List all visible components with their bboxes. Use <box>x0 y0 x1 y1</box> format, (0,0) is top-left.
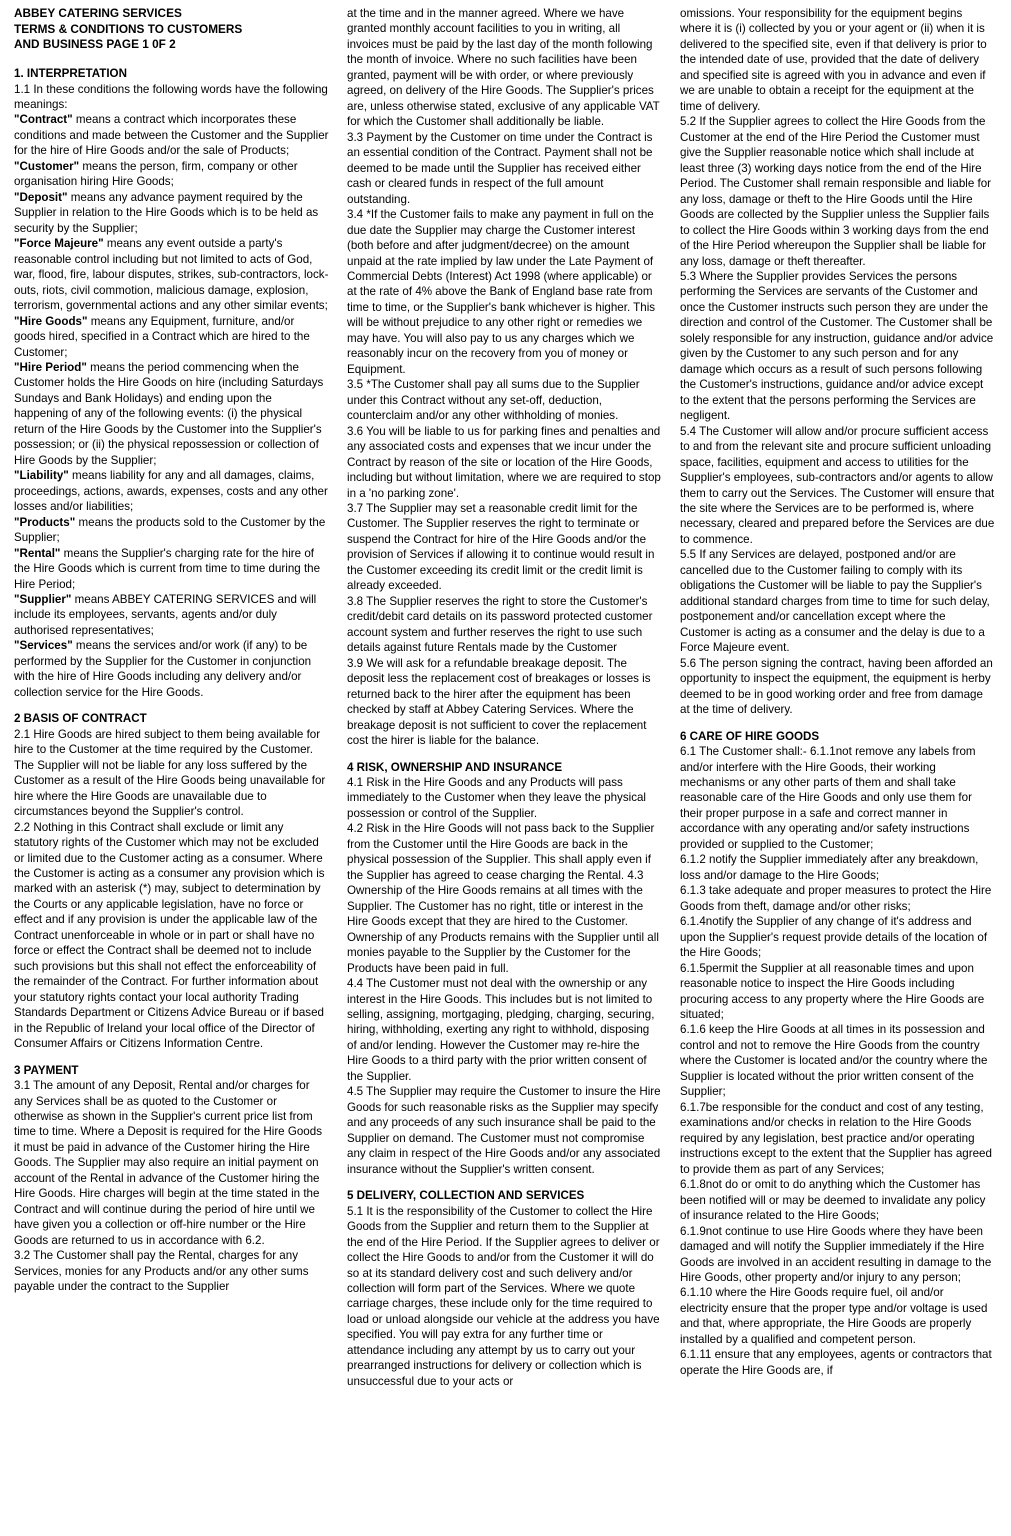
clause-paragraph: 3.9 We will ask for a refundable breakage deposit. The deposit less the replacement cost of breakages or losses is returned back to the hirer after the equipment has been checked by staff at Abbey Catering Services. Where the breakage deposit is not sufficient to cover the replacement cost the hirer is liable for the balance. <box>347 656 651 748</box>
column-2-body <box>347 6 662 1389</box>
definition-text: means liability for any and all damages, claims, proceedings, actions, awards, expenses, costs and any other losses and/or liabilities; <box>14 469 328 514</box>
section-heading: 4 RISK, OWNERSHIP AND INSURANCE <box>347 760 563 774</box>
clause-paragraph: 6.1.11 ensure that any employees, agents or contractors that operate the Hire Goods are, if <box>680 1348 992 1377</box>
clause-paragraph <box>14 190 329 236</box>
definition-text: means the services and/or work (if any) to be performed by the Supplier for the Customer in conjunction with the hire of Hire Goods including any delivery and/or collection service for the Hire Goods. <box>14 639 312 699</box>
header-line-3: AND BUSINESS PAGE 1 0F 2 <box>14 37 176 52</box>
section-heading: 6 CARE OF HIRE GOODS <box>680 729 820 743</box>
clause-paragraph: 4.4 The Customer must not deal with the ownership or any interest in the Hire Goods. This includes but is not limited to selling, assigning, mortgaging, pledging, charging, securing, hiring, withholding, exerting any right to withhold, disposing of and/or lending. However the Customer may re-hire the Hire Goods to a third party with the prior written consent of the Supplier. <box>347 977 655 1083</box>
defined-term: "Services" <box>14 639 73 653</box>
section-heading: 1. INTERPRETATION <box>14 67 127 81</box>
clause-paragraph: 6.1.6 keep the Hire Goods at all times in its possession and control and not to remove the Hire Goods from the country where the Customer is located and/or the country where the Supplier is located without the prior written consent of the Supplier; <box>680 1023 988 1099</box>
clause-paragraph: 3.2 The Customer shall pay the Rental, charges for any Services, monies for any Products and/or any other sums payable under the contract to the Supplier <box>14 1249 309 1294</box>
defined-term: "Customer" <box>14 159 80 173</box>
clause-paragraph: 6.1.3 take adequate and proper measures to protect the Hire Goods from theft, damage and/or other risks; <box>680 884 992 913</box>
clause-paragraph: 6.1.7be responsible for the conduct and cost of any testing, examinations and/or checks in relation to the Hire Goods required by any legislation, best practice and/or operating instructions except to the extent that the Supplier has agreed to provide them as part of any Services; <box>680 1100 992 1176</box>
clause-paragraph: 6.1.2 notify the Supplier immediately after any breakdown, loss and/or damage to the Hire Goods; <box>680 853 979 882</box>
defined-term: "Rental" <box>14 546 61 560</box>
column-1 <box>14 6 347 1295</box>
defined-term: "Contract" <box>14 113 73 127</box>
clause-paragraph: 3.5 *The Customer shall pay all sums due to the Supplier under this Contract without any set-off, deduction, counterclaim and/or any other withholding of monies. <box>347 378 640 423</box>
defined-term: "Deposit" <box>14 190 68 204</box>
clause-paragraph <box>14 546 329 592</box>
clause-paragraph <box>14 360 329 468</box>
column-3 <box>680 6 995 1378</box>
clause-paragraph: omissions. Your responsibility for the equipment begins where it is (i) collected by you or your agent or (ii) when it is delivered to the specified site, even if that delivery is prior to the intended date of use, provided that the date of delivery and specified site is agreed with you in advance and even if we are unable to obtain a receipt for the equipment at the time of delivery. <box>680 7 987 113</box>
clause-paragraph <box>14 638 329 700</box>
header-line-1: ABBEY CATERING SERVICES <box>14 6 182 20</box>
clause-paragraph: 1.1 In these conditions the following words have the following meanings: <box>14 82 328 111</box>
defined-term: "Products" <box>14 515 76 529</box>
clause-paragraph: 5.5 If any Services are delayed, postponed and/or are cancelled due to the Customer failing to comply with its obligations the Customer will be liable to pay the Supplier's additional standard charges from time to time for such delay, postponement and/or cancellation except where the Customer is acting as a consumer and the delay is due to a Force Majeure event. <box>680 548 990 655</box>
defined-term: "Hire Period" <box>14 360 87 374</box>
clause-paragraph: 5.6 The person signing the contract, having been afforded an opportunity to inspect the equipment, the equipment is herby deemed to be in good working order and free from damage at the time of delivery. <box>680 656 993 717</box>
column-3-body <box>680 6 995 1378</box>
clause-paragraph: 6.1.5permit the Supplier at all reasonable times and upon reasonable notice to inspect the Hire Goods including procuring access to any property where the Hire Goods are situated; <box>680 961 985 1021</box>
column-1-body <box>14 66 329 1295</box>
definition-text: means any event outside a party's reasonable control including but not limited to acts of God, war, flood, fire, labour disputes, strikes, sub-contractors, lock-outs, riots, civil commotion, malicious damage, explosion, terrorism, governmental actions and any other similar events; <box>14 237 329 313</box>
clause-paragraph <box>14 112 329 158</box>
section-heading: 2 BASIS OF CONTRACT <box>14 712 147 726</box>
clause-paragraph <box>14 314 329 360</box>
definition-text: means the person, firm, company or other organisation hiring Hire Goods; <box>14 159 298 189</box>
clause-paragraph: 4.5 The Supplier may require the Customer to insure the Hire Goods for such reasonable risks as the Supplier may specify and any proceeds of any such insurance shall be paid to the Supplier on demand. The Customer must not compromise any claim in respect of the Hire Goods and/or any associated insurance without the Supplier's written consent. <box>347 1085 661 1176</box>
definition-text: means any Equipment, furniture, and/or goods hired, specified in a Contract which are hired to the Customer; <box>14 314 310 359</box>
clause-paragraph <box>14 515 329 546</box>
definition-text: means ABBEY CATERING SERVICES and will include its employees, servants, agents and/or duly authorised representatives; <box>14 593 317 637</box>
clause-paragraph: 3.6 You will be liable to us for parking fines and penalties and any associated costs and expenses that we incur under the Contract by reason of the site or location of the Hire Goods, including but without limitation, where we are required to stop in a 'no parking zone'. <box>347 424 661 500</box>
clause-paragraph: 2.1 Hire Goods are hired subject to them being available for hire to the Customer at the time required by the Customer. The Supplier will not be liable for any loss suffered by the Customer as a result of the Hire Goods being unavailable for hire where the Hire Goods are unavailable due to circumstances beyond the Supplier's control. <box>14 727 326 819</box>
clause-paragraph: 6.1.8not do or omit to do anything which the Customer has been notified will or may be deemed to invalidate any policy of insurance related to the Hire Goods; <box>680 1178 986 1223</box>
definition-text: means the Supplier's charging rate for the hire of the Hire Goods which is current from time to time during the Hire Period; <box>14 546 321 591</box>
definition-text: means any advance payment required by the Supplier in relation to the Hire Goods which is to be held as security by the Supplier; <box>14 190 319 235</box>
definition-text: means a contract which incorporates these conditions and made between the Customer and the Supplier for the hire of Hire Goods and/or the sale of Products; <box>14 113 329 158</box>
section-heading: 3 PAYMENT <box>14 1063 79 1077</box>
definition-text: means the products sold to the Customer by the Supplier; <box>14 515 326 545</box>
header-line-2: TERMS & CONDITIONS TO CUSTOMERS <box>14 21 243 36</box>
clause-paragraph: 3.4 *If the Customer fails to make any payment in full on the due date the Supplier may charge the Customer interest (both before and after judgment/decree) on the amount unpaid at the rate implied by law under the Late Payment of Commercial Debts (Interest) Act 1998 (where applicable) or at the rate of 4% above the Bank of England base rate from time to time, or the Supplier's bank whichever is higher. This will be without prejudice to any other right or remedies we may have. You will also pay to us any charges which we reasonably incur on the recovery from you of money or Equipment. <box>347 208 656 376</box>
defined-term: "Force Majeure" <box>14 237 104 251</box>
clause-paragraph <box>14 159 329 190</box>
clause-paragraph <box>14 468 329 514</box>
defined-term: "Liability" <box>14 469 69 483</box>
definition-text: means the period commencing when the Customer holds the Hire Goods on hire (including Saturdays Sundays and Bank Holidays) and ending upon the happening of any of the following events: (i) the physical return of the Hire Goods by the Customer into the Supplier's possession; or (ii) the physical repossession or collection of Hire Goods by the Supplier; <box>14 360 324 467</box>
clause-paragraph: 3.1 The amount of any Deposit, Rental and/or charges for any Services shall be as quoted to the Customer or otherwise as shown in the Supplier's current price list from time to time. Where a Deposit is required for the Hire Goods it must be paid in advance of the Customer hiring the Hire Goods. The Supplier may also require an initial payment on account of the Rental in advance of the Customer hiring the Hire Goods. Hire charges will begin at the time stated in the Contract and will continue during the period of hire until we have given you a collection or off-hire number or the Hire Goods are returned to us in accordance with 6.2. <box>14 1079 323 1247</box>
clause-paragraph: 6.1.9not continue to use Hire Goods where they have been damaged and will notify the Supplier immediately if the Hire Goods are involved in an accident resulting in damage to the Hire Goods, other property and/or injury to any person; 6.1.10 where the Hire Goods require fuel, oil and/or electricity ensure that the proper type and/or voltage is used and that, where appropriate, the Hire Goods are properly installed by a qualified and competent person. <box>680 1224 992 1346</box>
clause-paragraph: 4.1 Risk in the Hire Goods and any Products will pass immediately to the Customer when they leave the physical possession or control of the Supplier. <box>347 775 647 820</box>
clause-paragraph: 2.2 Nothing in this Contract shall exclude or limit any statutory rights of the Customer which may not be excluded or limited due to the Customer acting as a consumer. Where the Customer is acting as a consumer any provision which is marked with an asterisk (*) may, subject to determination by the Courts or any applicable legislation, have no force or effect and if any provision is under the applicable law of the Contract unenforceable in whole or in part or shall have no force or effect the Contract shall be deemed not to include such provisions but this shall not effect the enforceability of the remainder of the Contract. For further information about your statutory rights contact your local authority Trading Standards Department or Citizens Advice Bureau or if based in the Republic of Ireland your local office of the Director of Consumer Affairs or Citizens Information Centre. <box>14 820 325 1051</box>
clause-paragraph: 5.3 Where the Supplier provides Services the persons performing the Services are servants of the Customer and once the Customer instructs such person they are under the direction and control of the Customer. The Customer shall be solely responsible for any instruction, guidance and/or advice given by the Customer to any such person and for any damage which occurs as a result of such persons following the Customer's instructions, guidance and/or advice except to the extent that the persons performing the Services are negligent. <box>680 269 994 423</box>
clause-paragraph: 6.1.4notify the Supplier of any change of it's address and upon the Supplier's request provide details of the location of the Hire Goods; <box>680 915 988 960</box>
clause-paragraph: at the time and in the manner agreed. Where we have granted monthly account facilities to you in writing, all invoices must be paid by the last day of the month following the month of invoice. Where no such facilities have been granted, payment will be with order, or where previously agreed, on delivery of the Hire Goods. The Supplier's prices are, unless otherwise stated, exclusive of any applicable VAT for which the Customer shall additionally be liable. <box>347 7 660 129</box>
clause-paragraph: 5.1 It is the responsibility of the Customer to collect the Hire Goods from the Supplier and return them to the Supplier at the end of the Hire Period. If the Supplier agrees to deliver or collect the Hire Goods to and/or from the Customer it will do so at its standard delivery cost and such delivery and/or collection will form part of the Services. Where we quote carriage charges, these include only for the time required to load or unload alongside our vehicle at the address you have specified. You will pay extra for any further time or attendance including any attempt by us to carry out your prearranged instructions for delivery or collection which is unsuccessful due to your acts or <box>347 1204 660 1388</box>
defined-term: "Supplier" <box>14 593 72 606</box>
clause-paragraph: 3.3 Payment by the Customer on time under the Contract is an essential condition of the Contract. Payment shall not be deemed to be made until the Supplier has received either cash or cleared funds in respect of the full amount outstanding. <box>347 130 653 206</box>
clause-paragraph: 3.7 The Supplier may set a reasonable credit limit for the Customer. The Supplier reserves the right to terminate or suspend the Contract for hire of the Hire Goods and/or the provision of Services if allowing it to continue would result in the Customer exceeding its credit limit or the credit limit is already exceeded. <box>347 502 655 593</box>
clause-paragraph <box>14 592 329 638</box>
clause-paragraph: 5.4 The Customer will allow and/or procure sufficient access to and from the relevant site and procure sufficient unloading space, facilities, equipment and access to utilities for the Supplier's employees, sub-contractors and/or agents to allow them to carry out the Services. The Customer will ensure that the site where the Services are to be performed is, where necessary, cleared and prepared before the Services are due to commence. <box>680 424 995 546</box>
clause-paragraph: 4.2 Risk in the Hire Goods will not pass back to the Supplier from the Customer until the Hire Goods are back in the physical possession of the Supplier. This shall apply even if the Supplier has agreed to cease charging the Rental. 4.3 Ownership of the Hire Goods remains at all times with the Supplier. The Customer has no right, title or interest in the Hire Goods except that they are hired to the Customer. Ownership of any Products remains with the Supplier until all monies payable to the Supplier by the Customer for the Products have been paid in full. <box>347 822 659 975</box>
section-heading: 5 DELIVERY, COLLECTION AND SERVICES <box>347 1189 585 1203</box>
column-2 <box>347 6 680 1389</box>
clause-paragraph: 3.8 The Supplier reserves the right to store the Customer's credit/debit card details on its password protected customer account system and further reserves the right to use such details against future Rentals made by the Customer <box>347 594 653 655</box>
defined-term: "Hire Goods" <box>14 314 88 328</box>
clause-paragraph: 6.1 The Customer shall:- 6.1.1not remove any labels from and/or interfere with the Hire Goods, their working mechanisms or any other parts of them and shall take reasonable care of the Hire Goods and only use them for their proper purpose in a safe and correct manner in accordance with any operating and/or safety instructions provided or supplied to the Customer; <box>680 745 976 851</box>
clause-paragraph <box>14 236 329 313</box>
document-header <box>14 6 329 53</box>
clause-paragraph: 5.2 If the Supplier agrees to collect the Hire Goods from the Customer at the end of the Hire Period the Customer must give the Supplier reasonable notice which shall include at least three (3) working days notice from the end of the Hire Period. The Customer shall remain responsible and liable for any loss, damage or theft to the Hire Goods until the Hire Goods are collected by the Supplier unless the Supplier fails to collect the Hire Goods within 3 working days from the end of the Hire Period whereupon the Supplier shall be liable for any loss, damage or theft thereafter. <box>680 115 992 268</box>
